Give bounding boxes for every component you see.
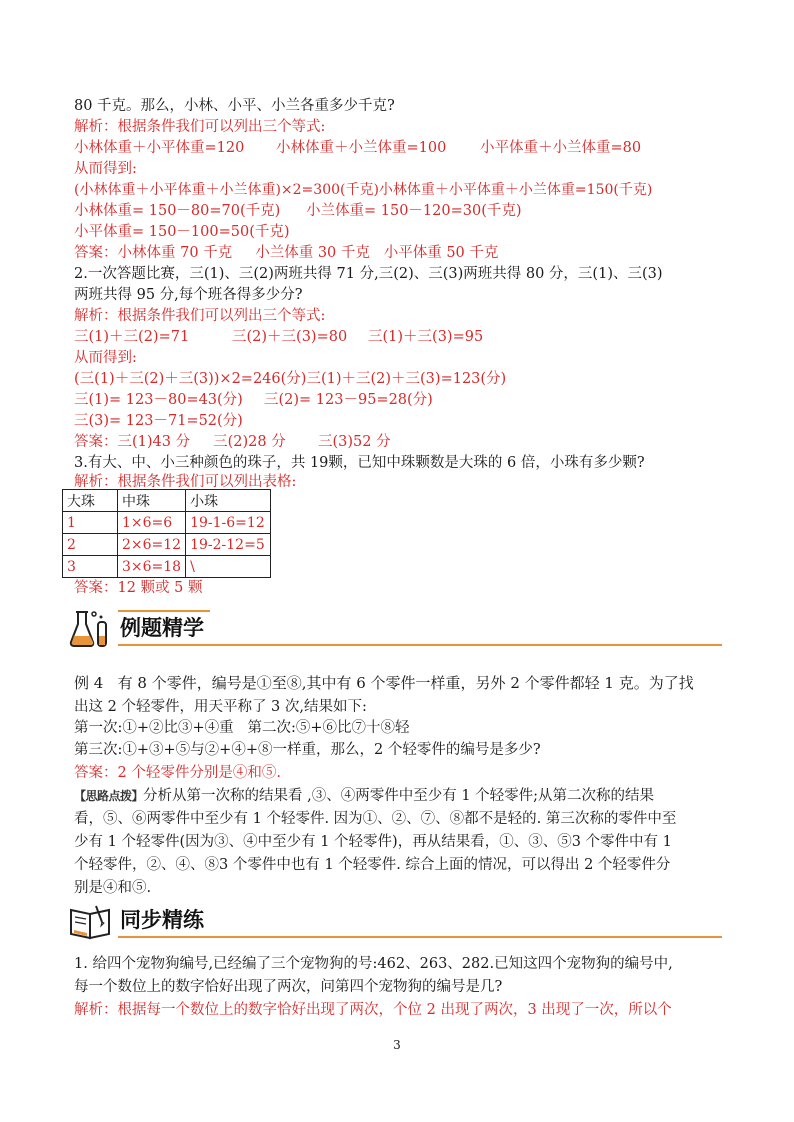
section-title: 同步精练	[120, 908, 204, 932]
problem2-calc3: 三(3)= 123－71=52(分)	[74, 413, 243, 429]
hint-text: 分析从第一次称的结果看 ,③、④两零件中至少有 1 个轻零件;从第二次称的结果	[143, 788, 655, 804]
example4-hint-line1	[74, 786, 654, 806]
example4-hint-line4: 个轻零件，②、④、⑧3 个零件中也有 1 个轻零件. 综合上面的情况，可以得出 2 个轻零件分	[74, 857, 671, 873]
table-header-cell: 中珠	[118, 490, 186, 512]
problem1-eq2: 小林体重＋小兰体重=100	[276, 140, 447, 156]
table-row	[63, 534, 271, 556]
table-cell: 2	[63, 534, 118, 556]
problem1-eq1: 小林体重＋小平体重=120	[74, 140, 245, 156]
flask-icon	[68, 608, 114, 648]
problem1-sum: (小林体重＋小平体重＋小兰体重)×2=300(千克)小林体重＋小平体重＋小兰体重=150(千克)	[74, 182, 653, 198]
table-cell: 2×6=12	[118, 534, 186, 556]
example4-question-line2: 出这 2 个轻零件，用天平称了 3 次,结果如下:	[74, 699, 367, 715]
problem1-lin: 小林体重= 150－80=70(千克)	[74, 203, 281, 219]
problem2-analysis: 解析：根据条件我们可以列出三个等式:	[74, 308, 326, 324]
problem3-question: 3.有大、中、小三种颜色的珠子，共 19颗，已知中珠颗数是大珠的 6 倍，小珠有多少颗?	[74, 455, 645, 471]
problem2-eq3: 三(1)＋三(3)=95	[368, 329, 484, 345]
table-header-cell: 小珠	[186, 490, 271, 512]
book-icon	[68, 900, 114, 940]
table-cell: 3×6=18	[118, 556, 186, 578]
practice1-question-line2: 每一个数位上的数字恰好出现了两次，问第四个宠物狗的编号是几?	[74, 979, 503, 995]
example4-question-line4: 第三次:①+③+⑤与②+④+⑧一样重，那么，2 个轻零件的编号是多少?	[74, 742, 541, 758]
example4-question-line3: 第一次:①+②比③+④重 第二次:⑤+⑥比⑦十⑧轻	[74, 720, 410, 736]
problem1-lan: 小兰体重= 150－120=30(千克)	[306, 203, 522, 219]
hint-tag: 【思路点拨】	[74, 789, 144, 803]
problem1-derive: 从而得到:	[74, 161, 137, 177]
example4-hint-line5: 别是④和⑤.	[74, 880, 152, 896]
example4-answer: 答案：2 个轻零件分别是④和⑤.	[74, 765, 281, 781]
problem2-eq1: 三(1)＋三(2)=71	[74, 329, 190, 345]
problem2-eq2: 三(2)＋三(3)=80	[232, 329, 348, 345]
table-header-row	[63, 490, 271, 512]
page-number: 3	[393, 1038, 401, 1052]
problem3-answer: 答案：12 颗或 5 颗	[74, 580, 203, 596]
problem1-answer: 答案：小林体重 70 千克 小兰体重 30 千克 小平体重 50 千克	[74, 245, 499, 261]
problem3-analysis: 解析：根据条件我们可以列出表格:	[74, 474, 297, 490]
problem2-answer: 答案：三(1)43 分 三(2)28 分 三(3)52 分	[74, 434, 391, 450]
section-header-examples	[62, 604, 722, 652]
table-cell: \	[186, 556, 271, 578]
section-bottom-rule	[118, 936, 722, 938]
table-cell: 3	[63, 556, 118, 578]
table-row	[63, 556, 271, 578]
problem2-calc1: 三(1)= 123－80=43(分)	[74, 392, 243, 408]
beads-table	[62, 489, 271, 578]
practice1-analysis: 解析：根据每一个数位上的数字恰好出现了两次，个位 2 出现了两次，3 出现了一次，所以个	[74, 1002, 672, 1018]
example4-question-line1: 例 4 有 8 个零件，编号是①至⑧,其中有 6 个零件一样重，另外 2 个零件都轻 1 克。为了找	[74, 674, 694, 692]
table-cell: 19-2-12=5	[186, 534, 271, 556]
problem2-sum: (三(1)＋三(2)＋三(3))×2=246(分)三(1)＋三(2)＋三(3)=123(分)	[74, 371, 507, 387]
example4-hint-line3: 少有 1 个轻零件(因为③、④中至少有 1 个轻零件)，再从结果看，①、③、⑤3 个零件中有 1	[74, 834, 672, 850]
section-bottom-rule	[118, 644, 722, 646]
table-cell: 1×6=6	[118, 512, 186, 534]
table-cell: 19-1-6=12	[186, 512, 271, 534]
practice1-question-line1: 1. 给四个宠物狗编号,已经编了三个宠物狗的号:462、263、282.已知这四个宠物狗的编号中,	[74, 956, 673, 972]
problem1-question: 80 千克。那么，小林、小平、小兰各重多少千克?	[74, 98, 395, 114]
section-header-practice	[62, 896, 722, 944]
problem2-derive: 从而得到:	[74, 350, 137, 366]
problem1-analysis: 解析：根据条件我们可以列出三个等式:	[74, 119, 326, 135]
problem1-eq3: 小平体重＋小兰体重=80	[480, 140, 642, 156]
problem2-calc2: 三(2)= 123－95=28(分)	[264, 392, 433, 408]
problem2-question-line1: 2.一次答题比赛，三(1)、三(2)两班共得 71 分,三(2)、三(3)两班共得 80 分，三(1)、三(3)	[74, 266, 663, 282]
example4-hint-line2: 看，⑤、⑥两零件中至少有 1 个轻零件. 因为①、②、⑦、⑧都不是轻的. 第三次称的零件中至	[74, 811, 677, 827]
section-title: 例题精学	[120, 616, 204, 640]
table-cell: 1	[63, 512, 118, 534]
problem1-ping: 小平体重= 150－100=50(千克)	[74, 224, 290, 240]
problem2-question-line2: 两班共得 95 分,每个班各得多少分?	[74, 287, 303, 303]
table-header-cell: 大珠	[63, 490, 118, 512]
table-row	[63, 512, 271, 534]
